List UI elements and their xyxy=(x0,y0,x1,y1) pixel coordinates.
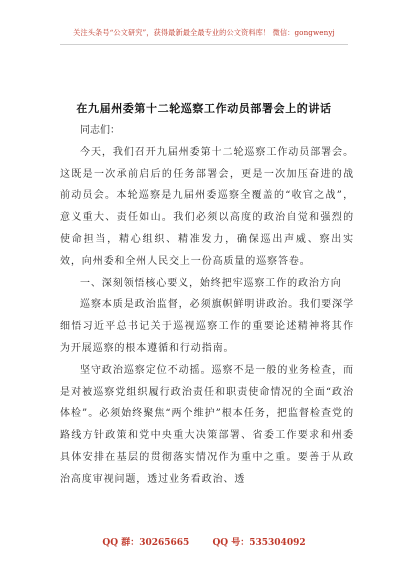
header-divider xyxy=(60,44,348,45)
document-title: 在九届州委第十二轮巡察工作动员部署会上的讲话 xyxy=(76,102,332,115)
footer-contacts xyxy=(0,535,408,548)
document-body xyxy=(60,120,354,491)
greeting: 同志们： xyxy=(80,125,120,136)
section-paragraph-1: 巡察本质是政治监督，必须旗帜鲜明讲政治。我们要深学细悟习近平总书记关于巡视巡察工作的重要论述精神将其作为开展巡察的根本遵循和行动指南。 xyxy=(60,299,354,354)
section-paragraph-2: 坚守政治巡察定位不动摇。巡察不是一般的业务检查，而是对被巡察党组织履行政治责任和职责使命情况的全面“政治体检”。必须始终聚焦“两个维护”根本任务，把监督检查党的路线方针政策和党中央重大决策部署、省委工作要求和州委具体安排在基层的贯彻落实情况作为重中之重。要善于从政治高度审视问题，透过业务看政治、透 xyxy=(60,364,354,485)
footer-qq-number: QQ 号：535304092 xyxy=(212,538,306,548)
header-promo-note: 关注头条号“公文研究”，获得最新最全最专业的公文资料库！ 微信：gongwenyj xyxy=(73,28,335,37)
footer-qq-group: QQ 群：30265665 xyxy=(102,538,190,548)
opening-paragraph: 今天，我们召开九届州委第十二轮巡察工作动员部署会。这既是一次承前启后的任务部署会，更是一次加压奋进的战前动员会。本轮巡察是九届州委巡察全覆盖的“收官之战”，意义重大、责任如山。我们必须以高度的政治自觉和强烈的使命担当，精心组织、精准发力，确保巡出声威、察出实效，向州委和全州人民交上一份高质量的巡察答卷。 xyxy=(60,146,354,267)
section-heading: 一、深刻领悟核心要义，始终把牢巡察工作的政治方向 xyxy=(80,277,342,289)
